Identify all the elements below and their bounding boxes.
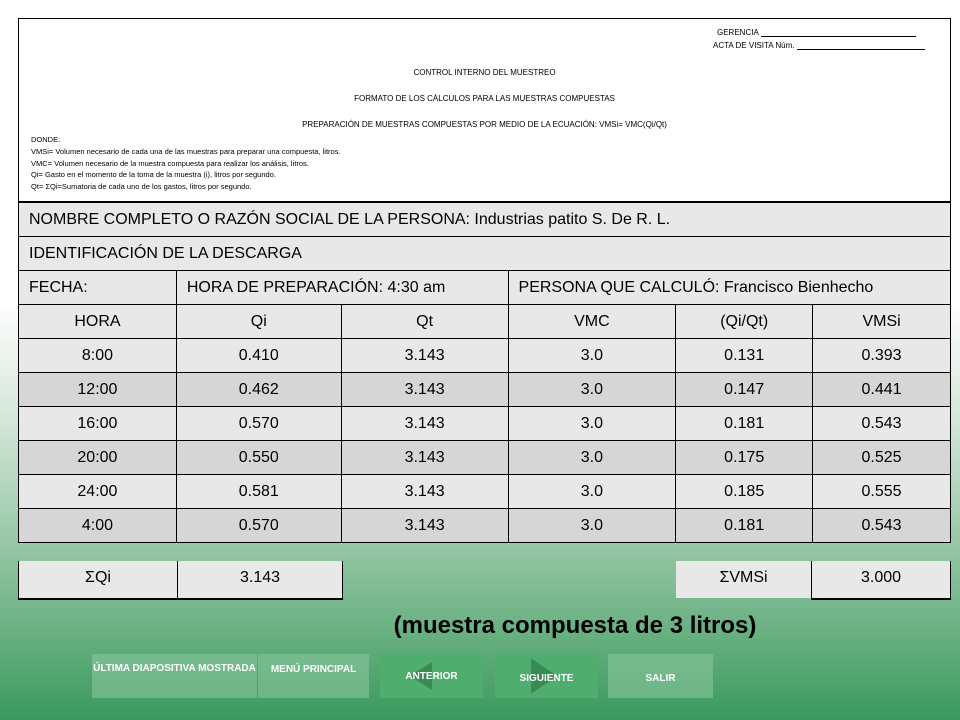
table-cell: 0.185 — [676, 475, 813, 509]
table-cell: 3.143 — [341, 339, 508, 373]
col-header: Qt — [341, 305, 508, 339]
gerencia-field — [717, 28, 916, 37]
col-header: VMSi — [813, 305, 951, 339]
table-cell: 0.543 — [813, 407, 951, 441]
table-cell: 0.570 — [176, 509, 341, 543]
main-menu-label: MENÚ PRINCIPAL — [270, 664, 357, 675]
table-cell: 3.143 — [341, 475, 508, 509]
acta-field — [713, 41, 925, 50]
acta-label: ACTA DE VISITA Núm. — [713, 41, 795, 50]
col-header: HORA — [19, 305, 177, 339]
table-cell: 3.143 — [341, 407, 508, 441]
previous-label: ANTERIOR — [405, 671, 458, 682]
sum-vms-label: ΣVMSi — [676, 561, 811, 598]
table-cell: 8:00 — [19, 339, 177, 373]
previous-button[interactable] — [380, 654, 483, 698]
donde-label: DONDE: — [31, 135, 61, 144]
table-cell: 0.410 — [176, 339, 341, 373]
hora-prep-cell: HORA DE PREPARACIÓN: 4:30 am — [176, 271, 508, 305]
last-slide-label: ÚLTIMA DIAPOSITIVA MOSTRADA — [93, 663, 256, 674]
table-cell: 3.0 — [508, 339, 676, 373]
composite-sample-caption: (muestra compuesta de 3 litros) — [393, 612, 757, 639]
last-slide-button[interactable] — [92, 654, 257, 698]
sum-qi-label: ΣQi — [18, 561, 178, 600]
identificacion-row: IDENTIFICACIÓN DE LA DESCARGA — [19, 237, 951, 271]
calculation-table — [18, 202, 951, 543]
form-sheet — [18, 18, 951, 586]
exit-button[interactable] — [608, 654, 713, 698]
formato-title: FORMATO DE LOS CÁLCULOS PARA LAS MUESTRAS COMPUESTAS — [354, 94, 615, 103]
table-cell: 0.570 — [176, 407, 341, 441]
def-qi: Qi= Gasto en el momento de la toma de la muestra (i), litros por segundo. — [31, 170, 276, 180]
table-cell: 0.555 — [813, 475, 951, 509]
column-header-row — [19, 305, 951, 339]
totals-row — [18, 561, 951, 598]
table-cell: 0.543 — [813, 509, 951, 543]
def-vms: VMSi= Volumen necesario de cada una de las muestras para preparar una compuesta, litros. — [31, 146, 341, 156]
table-row — [19, 441, 951, 475]
preparacion-text: PREPARACIÓN DE MUESTRAS COMPUESTAS POR MEDIO DE LA ECUACIÓN: VMSi= VMC(Qi/Qt) — [302, 120, 667, 129]
table-cell: 3.143 — [341, 373, 508, 407]
table-cell: 3.0 — [508, 407, 676, 441]
fecha-cell: FECHA: — [19, 271, 177, 305]
table-cell: 3.0 — [508, 509, 676, 543]
gerencia-label: GERENCIA — [717, 28, 759, 37]
sum-qi-value: 3.143 — [177, 561, 343, 600]
table-cell: 4:00 — [19, 509, 177, 543]
control-title: CONTROL INTERNO DEL MUESTREO — [413, 68, 556, 77]
table-cell: 3.0 — [508, 475, 676, 509]
table-row — [19, 339, 951, 373]
table-cell: 0.131 — [676, 339, 813, 373]
table-row — [19, 509, 951, 543]
main-menu-button[interactable] — [258, 654, 369, 698]
table-cell: 0.550 — [176, 441, 341, 475]
exit-label: SALIR — [645, 673, 676, 684]
next-button[interactable] — [495, 654, 598, 698]
persona-cell: PERSONA QUE CALCULÓ: Francisco Bienhecho — [508, 271, 950, 305]
table-cell: 3.143 — [341, 509, 508, 543]
table-row — [19, 373, 951, 407]
table-cell: 0.175 — [676, 441, 813, 475]
col-header: VMC — [508, 305, 676, 339]
sum-vms-value: 3.000 — [811, 561, 951, 600]
table-cell: 0.581 — [176, 475, 341, 509]
table-cell: 24:00 — [19, 475, 177, 509]
table-cell: 0.441 — [813, 373, 951, 407]
definitions — [31, 134, 341, 193]
table-cell: 0.181 — [676, 509, 813, 543]
def-vmc: VMC= Volumen necesario de la muestra compuesta para realizar los análisis, litros. — [31, 158, 309, 168]
table-cell: 3.0 — [508, 441, 676, 475]
def-qt: Qt= ΣQi=Sumatoria de cada uno de los gastos, litros por segundo. — [31, 182, 252, 192]
table-cell: 3.143 — [341, 441, 508, 475]
table-cell: 0.462 — [176, 373, 341, 407]
table-cell: 12:00 — [19, 373, 177, 407]
next-label: SIGUIENTE — [519, 673, 574, 684]
table-cell: 0.393 — [813, 339, 951, 373]
table-cell: 3.0 — [508, 373, 676, 407]
table-row — [19, 407, 951, 441]
table-cell: 16:00 — [19, 407, 177, 441]
form-header — [18, 18, 951, 202]
table-cell: 0.525 — [813, 441, 951, 475]
table-row — [19, 475, 951, 509]
col-header: Qi — [176, 305, 341, 339]
nombre-row: NOMBRE COMPLETO O RAZÓN SOCIAL DE LA PERSONA: Industrias patito S. De R. L. — [19, 203, 951, 237]
table-cell: 20:00 — [19, 441, 177, 475]
col-header: (Qi/Qt) — [676, 305, 813, 339]
table-cell: 0.147 — [676, 373, 813, 407]
table-cell: 0.181 — [676, 407, 813, 441]
